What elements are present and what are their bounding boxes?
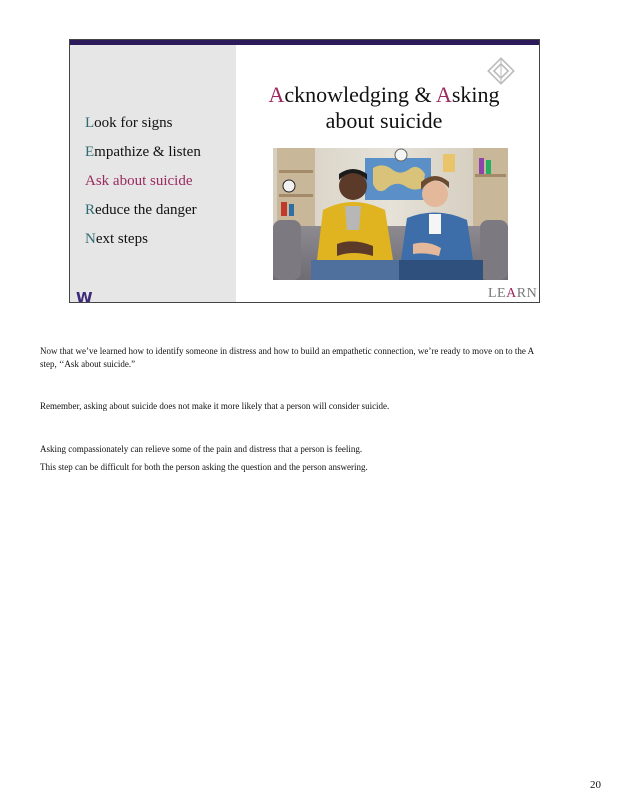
diamond-logo-icon [484,54,518,88]
learn-logo: LEARN [488,286,538,301]
step-ask: Ask about suicide [85,173,193,189]
steps-list [85,109,201,254]
slide-title: Acknowledging & Asking about suicide [268,82,500,133]
speaker-notes [40,345,540,474]
slide [69,39,540,303]
step-look: Look for signs [85,115,173,131]
page-number: 20 [590,779,601,791]
note-paragraph-2: Remember, asking about suicide does not make it more likely that a person will consider suicide. [40,401,390,411]
uw-logo: W [76,289,92,303]
slide-left-panel [70,45,236,303]
photo-two-people-talking [273,148,508,280]
note-paragraph-3: Asking compassionately can relieve some of the pain and distress that a person is feeling. [40,443,363,454]
note-paragraph-4: This step can be difficult for both the person asking the question and the person answering. [40,462,368,472]
step-next: Next steps [85,231,148,247]
note-paragraph-1: Now that we’ve learned how to identify someone in distress and how to build an empathetic connection, we’re ready to move on to the A step, ‘‘Ask about suicide.” [40,346,534,369]
step-reduce: Reduce the danger [85,202,197,218]
step-empathize: Empathize & listen [85,144,201,160]
